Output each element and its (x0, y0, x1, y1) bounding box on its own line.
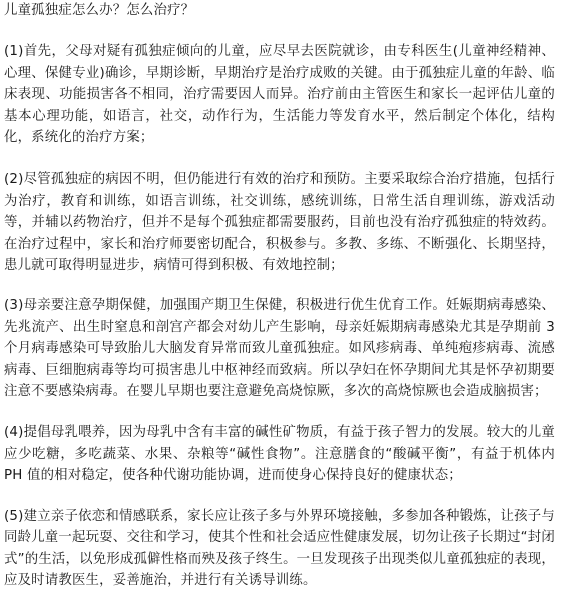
paragraph-4: (4)提倡母乳喂养，因为母乳中含有丰富的碱性矿物质，有益于孩子智力的发展。较大的儿童应少吃糖，多吃蔬菜、水果、杂粮等“碱性食物”。注意膳食的“酸碱平衡”，有益于机体内 PH 值的相对稳定，使各种代谢功能协调，进而使身心保持良好的健康状态； (4, 424, 555, 484)
paragraph-1: (1)首先，父母对疑有孤独症倾向的儿童，应尽早去医院就诊，由专科医生(儿童神经精神、心理、保健专业)确诊，早期诊断，早期治疗是治疗成败的关键。由于孤独症儿童的年龄、临床表现、功能损害各不相同，治疗需要因人而异。治疗前由主管医生和家长一起评估儿童的基本心理功能，如语言，社交，动作行为，生活能力等发育水平，然后制定个体化，结构化，系统化的治疗方案； (4, 44, 555, 146)
paragraph-2: (2)尽管孤独症的病因不明，但仍能进行有效的治疗和预防。主要采取综合治疗措施，包括行为治疗，教育和训练，如语言训练，社交训练，感统训练，日常生活自理训练，游戏活动等，并辅以药物治疗，但并不是每个孤独症都需要服药，目前也没有治疗孤独症的特效药。在治疗过程中，家长和治疗师要密切配合，积极参与。多教、多练、不断强化、长期坚持，患儿就可取得明显进步，病情可得到积极、有效地控制； (4, 171, 555, 274)
article-title: 儿童孤独症怎么办？怎么治疗？ (4, 3, 195, 18)
paragraph-3: (3)母亲要注意孕期保健，加强围产期卫生保健，积极进行优生优育工作。妊娠期病毒感染、先兆流产、出生时窒息和剖宫产都会对幼儿产生影响，母亲妊娠期病毒感染尤其是孕期前 3 个月病毒感染可导致胎儿大脑发育异常而致儿童孤独症。如风疹病毒、单纯疱疹病毒、流感病毒、巨细胞病毒等均可损害患儿中枢神经而致病。所以孕妇在怀孕期间尤其是怀孕初期要注意不要感染病毒。在婴儿早期也要注意避免高烧惊厥，多次的高烧惊厥也会造成脑损害； (4, 297, 555, 400)
paragraph-5: (5)建立亲子依恋和情感联系，家长应让孩子多与外界环境接触，多参加各种锻炼，让孩子与同龄儿童一起玩耍、交往和学习，使其个性和社会适应性健康发展，切勿让孩子长期过“封闭式”的生活，以免形成孤僻性格而殃及孩子终生。一旦发现孩子出现类似儿童孤独症的表现，应及时请教医生，妥善施治，并进行有关诱导训练。 (4, 508, 555, 589)
